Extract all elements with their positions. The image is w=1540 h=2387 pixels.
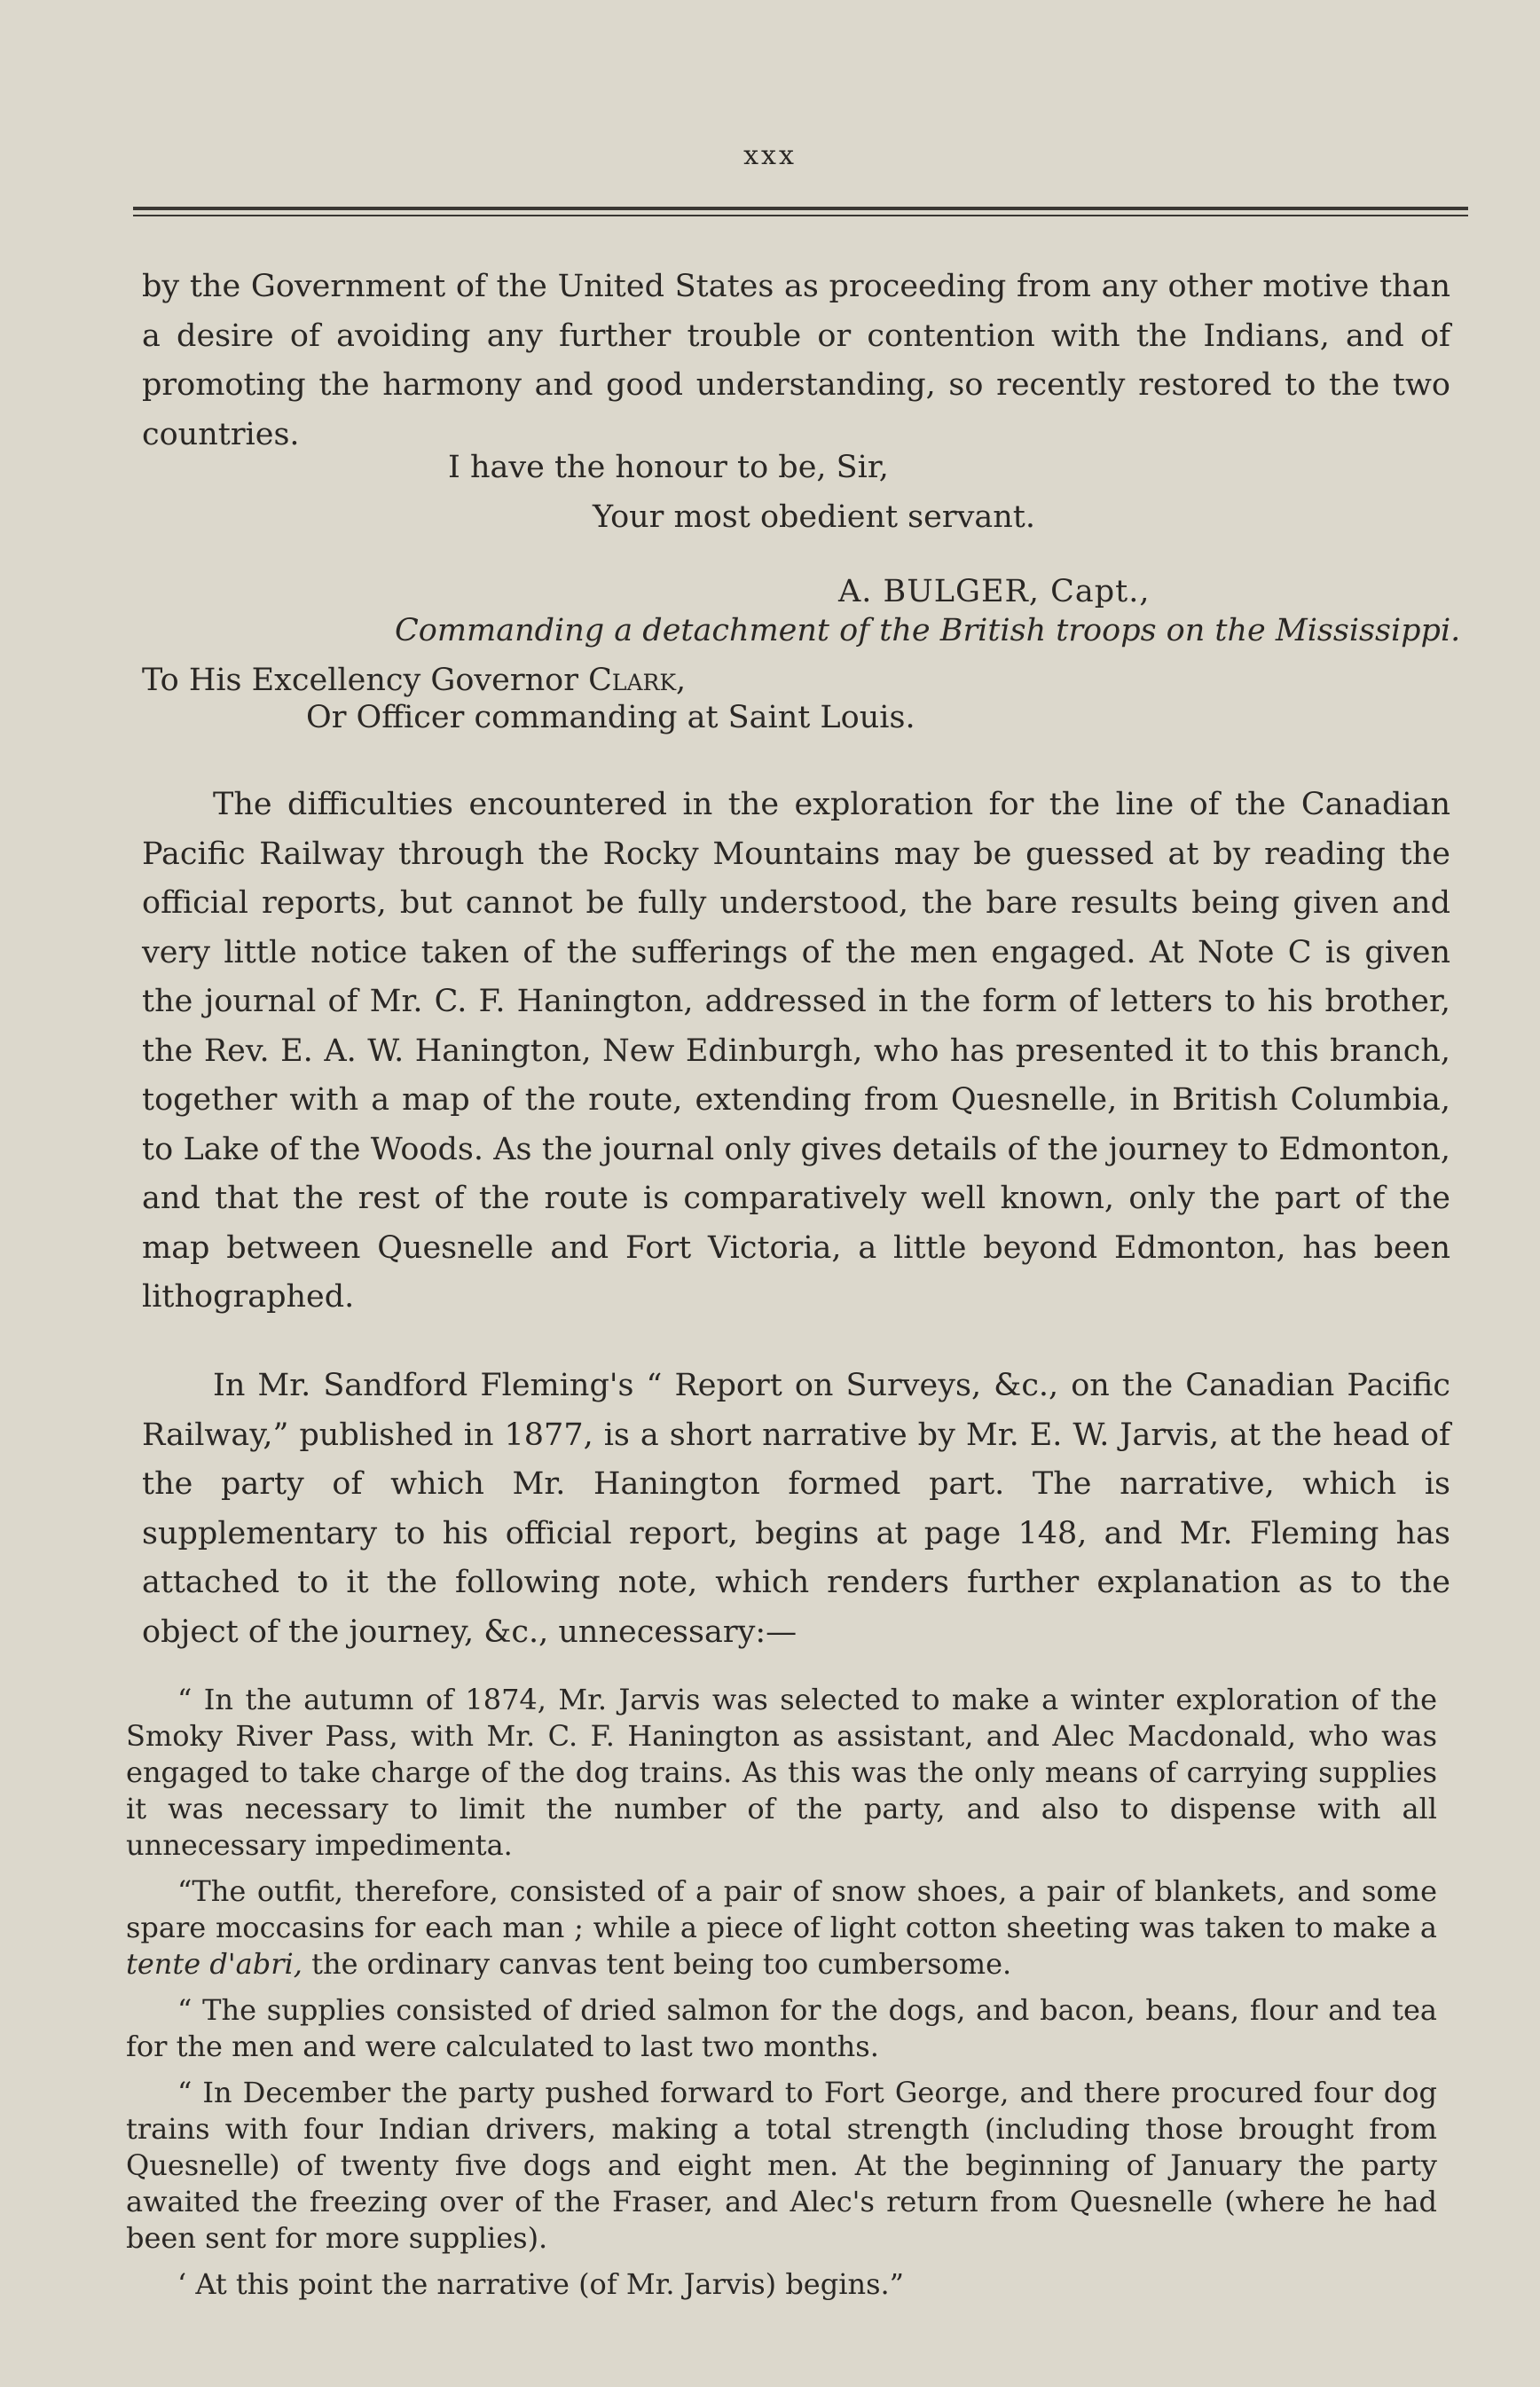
quote-p2-italic: tente d'abri, [126,1947,302,1981]
body-paragraph-1: The difficulties encountered in the exploration for the line of the Canadian Pacific Railway through the Rocky Mountains may be guessed at by reading the official reports, but cannot be fully understood, the bare results being given and very little notice taken of the sufferings of the men engaged. At Note C is given the journal of Mr. C. F. Hanington, addressed in the form of letters to his brother, the Rev. E. A. W. Hanington, New Edinburgh, who has presented it to this branch, together with a map of the route, extending from Quesnelle, in British Columbia, to Lake of the Woods. As the journal only gives details of the journey to Edmonton, and that the rest of the route is comparatively well known, only the part of the map between Quesnelle and Fort Victoria, a little beyond Edmonton, has been lithographed. [142,787,1450,1315]
quote-p2-end: the ordinary canvas tent being too cumbersome. [311,1947,1012,1981]
header-rule-thin [133,215,1468,216]
quote-paragraph-4: “ In December the party pushed forward to Fort George, and there procured four dog trains with four Indian drivers, making a total strength (including those brought from Quesnelle) of twenty five dogs and eight men. At the beginning of January the party awaited the freezing over of the Fraser, and Alec's return from Quesnelle (where he had been sent for more supplies). [126,2076,1437,2255]
letter-end-paragraph: by the Government of the United States as proceeding from any other motive than a desire of avoiding any further trouble or contention with the Indians, and of promoting the harmony and good understanding, so recently restored to the two countries. [142,269,1450,452]
signature: A. BULGER, Capt., [838,574,1151,609]
quoted-note [126,1682,1437,2312]
closing-line-2: Your most obedient servant. [593,499,1035,535]
header-rule [133,207,1468,210]
closing-line-1: I have the honour to be, Sir, [448,450,889,485]
quote-p2-start: “The outfit, therefore, consisted of a pair of snow shoes, a pair of blankets, and some spare moccasins for each man ; while a piece of light cotton sheeting was taken to make a [126,1874,1437,1944]
quote-paragraph-3: “ The supplies consisted of dried salmon for the dogs, and bacon, beans, flour and tea for the men and were calculated to last two months. [126,1993,1437,2063]
letter-end-block [142,263,1450,459]
address-line-2: Or Officer commanding at Saint Louis. [306,700,915,735]
page-number: xxx [743,140,797,171]
body-paragraph-2: In Mr. Sandford Fleming's “ Report on Surveys, &c., on the Canadian Pacific Railway,” published in 1877, is a short narrative by Mr. E. W. Jarvis, at the head of the party of which Mr. Hanington formed part. The narrative, which is supplementary to his official report, begins at page 148, and Mr. Fleming has attached to it the following note, which renders further explanation as to the object of the journey, &c., unnecessary:— [142,1368,1450,1650]
quote-paragraph-2 [126,1873,1437,1983]
body-paragraph-2-block [142,1362,1450,1657]
quote-paragraph-1: “ In the autumn of 1874, Mr. Jarvis was selected to make a winter exploration of the Smoky River Pass, with Mr. C. F. Hanington as assistant, and Alec Macdonald, who was engaged to take charge of the dog trains. As this was the only means of carrying supplies it was necessary to limit the number of the party, and also to dispense with all unnecessary impedimenta. [126,1683,1437,1862]
address-prefix: To His Excellency Governor [142,663,578,698]
address-name: Clark, [588,663,687,698]
body-paragraph-1-block [142,781,1450,1323]
quote-paragraph-5: ‘ At this point the narrative (of Mr. Jarvis) begins.” [177,2267,905,2301]
signature-title: Commanding a detachment of the British troops on the Mississippi. [395,613,1461,648]
